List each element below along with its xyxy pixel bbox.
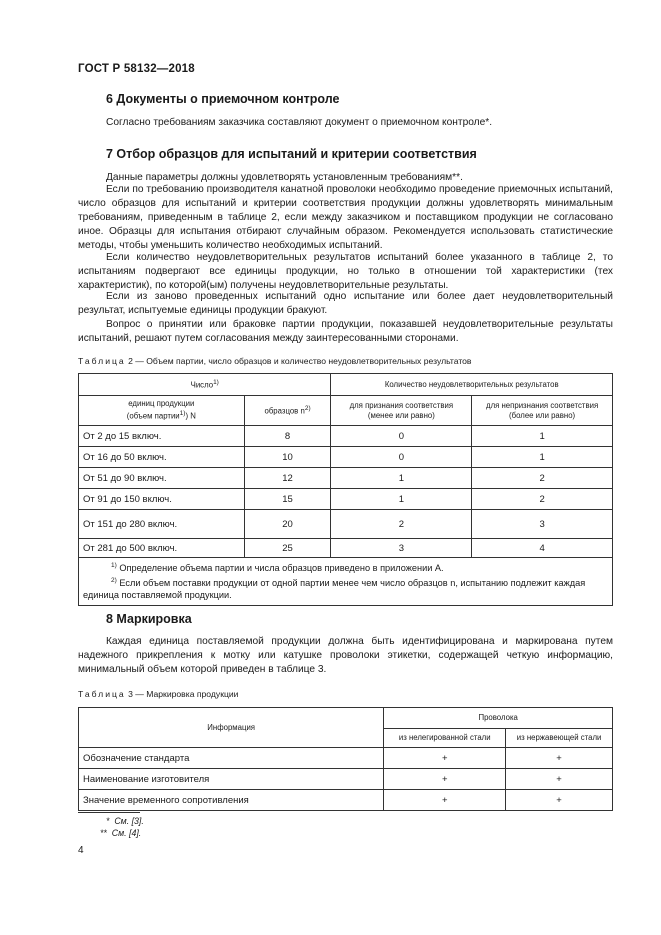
- table-3-caption: Таблица 3 — Маркировка продукции: [78, 689, 239, 699]
- page-number: 4: [78, 845, 84, 856]
- table-row: Обозначение стандарта + +: [79, 748, 613, 769]
- section-7-paragraph: Если количество неудовлетворительных результатов испытаний более указанного в таблице 2, то испытаниям подвергают все единицы продукции, но только в отношении той характеристики (тех характеристик), по которой(ым) получены неудовлетворительные результаты.: [78, 252, 613, 292]
- table-3-col-stainless: из нержавеющей стали: [506, 729, 613, 748]
- section-6-heading: 6 Документы о приемочном контроле: [106, 92, 340, 106]
- table-3-head-wire: Проволока: [384, 708, 613, 729]
- section-7-paragraph: Вопрос о принятии или браковке партии продукции, показавшей неудовлетворительные результаты испытаний, решают путем согласования между заинтересованными сторонами.: [78, 319, 613, 345]
- section-8-heading: 8 Маркировка: [106, 612, 192, 626]
- table-row: От 16 до 50 включ. 10 0 1: [79, 447, 613, 468]
- table-row: Наименование изготовителя + +: [79, 769, 613, 790]
- section-7-paragraph: Если по требованию производителя канатной проволоки необходимо проведение приемочных испытаний, число образцов для испытаний и критерии соответствия продукции должны удовлетворять минимальным требованиям, приведенным в таблице 2, если между заказчиком и поставщиком продукции не согласовано иное. Образцы для испытания отбирают случайным образом. Рекомендуется использовать статистические методы, чтобы уменьшить количество необходимых испытаний.: [78, 184, 613, 252]
- footnote: * См. [3].: [106, 816, 144, 826]
- table-3-head-info: Информация: [79, 708, 384, 748]
- table-2-head-unsat: Количество неудовлетворительных результатов: [331, 374, 613, 396]
- footnote: ** См. [4].: [100, 828, 142, 838]
- table-3-col-nonalloy: из нелегированной стали: [384, 729, 506, 748]
- table-row: От 151 до 280 включ. 20 2 3: [79, 510, 613, 539]
- footnote-divider: [78, 812, 140, 813]
- table-row: От 91 до 150 включ. 15 1 2: [79, 489, 613, 510]
- table-row: От 2 до 15 включ. 8 0 1: [79, 426, 613, 447]
- document-header: ГОСТ Р 58132—2018: [78, 63, 195, 75]
- table-row: Значение временного сопротивления + +: [79, 790, 613, 811]
- section-7-heading: 7 Отбор образцов для испытаний и критерии соответствия: [106, 147, 477, 161]
- table-2-col-samples: образцов $n^{2)}$: [244, 396, 331, 426]
- table-2-footnotes: $^{1)}$ Определение объема партии и числа образцов приведено в приложении А. $^{2)}$ Если объем поставки продукции от одной партии менее чем число образцов n, испытанию подлежит каждая единица поставляемой продукции.: [79, 558, 613, 606]
- section-7-paragraph: Если из заново проведенных испытаний одно испытание или более дает неудовлетворительный результат, испытуемые единицы продукции бракуют.: [78, 291, 613, 317]
- table-2: [78, 373, 613, 606]
- table-3: [78, 707, 613, 811]
- table-2-col-reject: для непризнания соответствия (более или равно): [472, 396, 613, 426]
- table-row: От 281 до 500 включ. 25 3 4: [79, 539, 613, 558]
- section-8-text: Каждая единица поставляемой продукции должна быть идентифицирована и маркирована путем надежного прикрепления к мотку или катушке проволоки этикетки, содержащей четкую информацию, минимальный объем которой приведен в таблице 3.: [78, 636, 613, 676]
- table-row: От 51 до 90 включ. 12 1 2: [79, 468, 613, 489]
- table-2-caption: Таблица 2 — Объем партии, число образцов и количество неудовлетворительных результатов: [78, 356, 472, 366]
- table-2-head-number: Число$^{1)}$: [79, 374, 331, 396]
- section-6-text: Согласно требованиям заказчика составляют документ о приемочном контроле*.: [106, 117, 493, 128]
- section-7-paragraph: Данные параметры должны удовлетворять установленным требованиям**.: [106, 172, 463, 183]
- table-2-col-units: единиц продукции (объем партии$^{1)}$) N: [79, 396, 245, 426]
- table-2-col-accept: для признания соответствия (менее или равно): [331, 396, 472, 426]
